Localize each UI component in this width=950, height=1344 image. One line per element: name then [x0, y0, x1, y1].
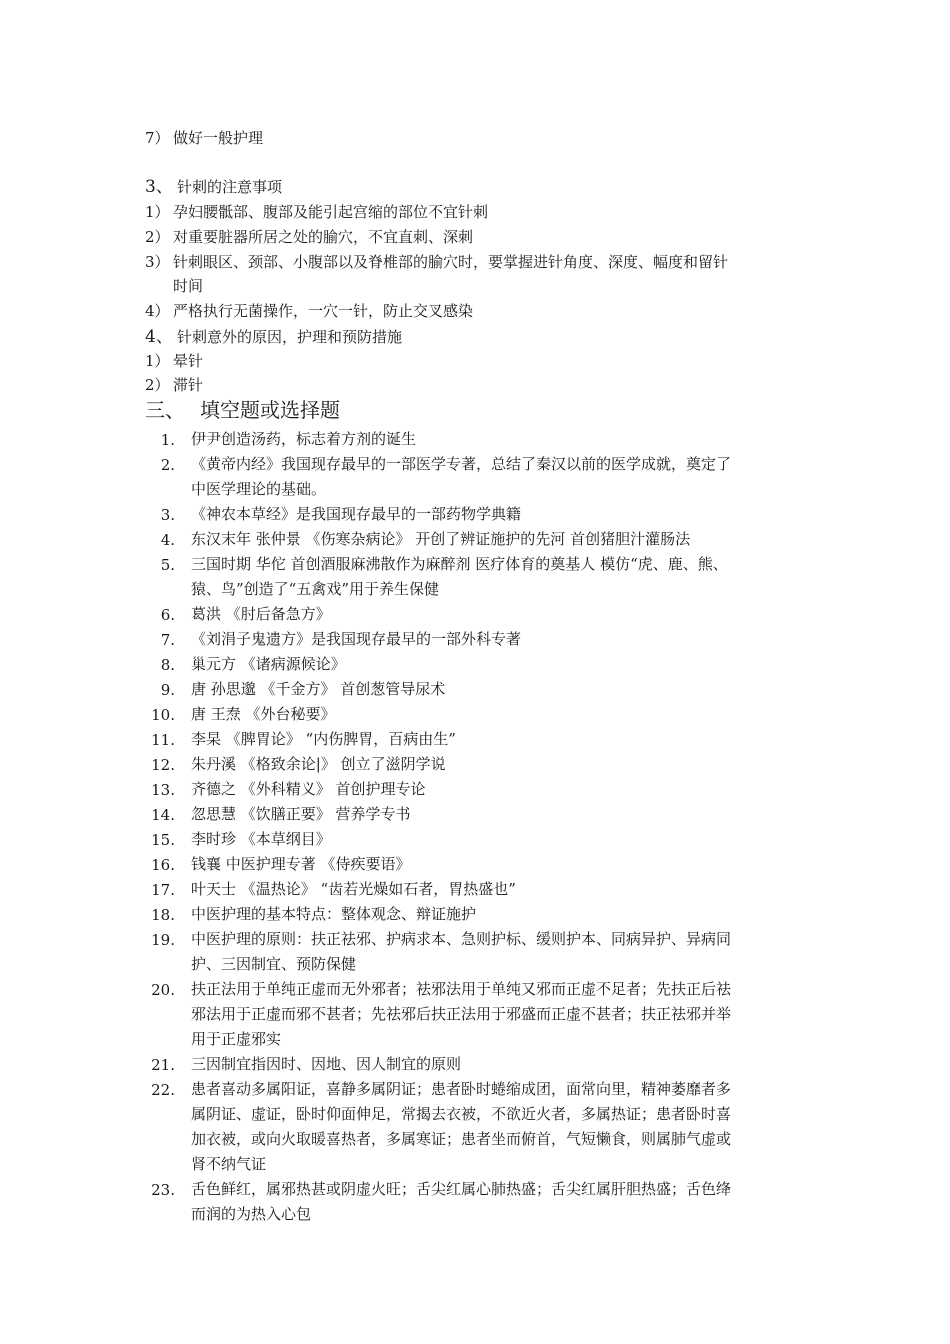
list-item-continuation: 属阴证、虚证，卧时仰面伸足，常揭去衣被，不欲近火者，多属热证；患者卧时喜 — [191, 1105, 732, 1123]
list-item-continuation: 猿、鸟”创造了“五禽戏”用于养生保健 — [191, 580, 440, 598]
list-item-text: 东汉末年 张仲景 《伤寒杂病论》 开创了辨证施护的先河 首创猪胆汁灌肠法 — [191, 530, 691, 548]
list-item-number: 17. — [151, 881, 175, 899]
list-item-continuation: 中医学理论的基础。 — [191, 480, 327, 498]
list-item-number: 23. — [151, 1181, 175, 1199]
list-item-number: 12. — [151, 756, 175, 774]
section-number: 3、 — [145, 177, 173, 197]
list-item-text: 三因制宜指因时、因地、因人制宜的原则 — [191, 1055, 462, 1073]
list-item-number: 16. — [151, 856, 175, 874]
list-item-number: 6. — [160, 606, 175, 624]
section-title: 针刺的注意事项 — [177, 178, 283, 196]
list-item-number: 15. — [151, 831, 175, 849]
list-item-continuation: 肾不纳气证 — [191, 1155, 267, 1173]
list-item-text: 齐德之 《外科精义》 首创护理专论 — [191, 780, 426, 798]
list-item — [145, 252, 728, 272]
list-item-number: 3. — [160, 506, 175, 524]
list-item-text: 唐 孙思邈 《千金方》 首创葱管导尿术 — [191, 680, 446, 698]
list-item-text: 唐 王焘 《外台秘要》 — [191, 705, 336, 723]
list-item-text: 朱丹溪 《格致余论|》 创立了滋阴学说 — [191, 755, 446, 773]
list-item — [145, 227, 473, 247]
item-number: 2） — [145, 376, 170, 394]
list-item-text: 中医护理的基本特点：整体观念、辩证施护 — [191, 905, 477, 923]
list-item-text: 三国时期 华佗 首创酒服麻沸散作为麻醉剂 医疗体育的奠基人 模仿“虎、鹿、熊、 — [191, 555, 728, 573]
list-item-number: 19. — [151, 931, 175, 949]
list-item — [145, 301, 473, 321]
list-item-continuation: 加衣被，或向火取暖喜热者，多属寒证；患者坐而俯首，气短懒食，则属肺气虚或 — [191, 1130, 732, 1148]
list-item-number: 13. — [151, 781, 175, 799]
part-title: 填空题或选择题 — [200, 398, 340, 422]
list-item-number: 9. — [160, 681, 175, 699]
list-item — [145, 202, 488, 222]
list-item-number: 21. — [151, 1056, 175, 1074]
item-number: 2） — [145, 228, 170, 246]
list-item — [145, 128, 263, 148]
list-item-text: 李杲 《脾胃论》 “内伤脾胃，百病由生” — [191, 730, 456, 748]
list-item-text: 《神农本草经》是我国现存最早的一部药物学典籍 — [191, 505, 522, 523]
item-text: 滞针 — [173, 376, 204, 394]
section-heading — [145, 327, 402, 347]
part-number: 三、 — [145, 398, 185, 422]
section-heading — [145, 177, 282, 197]
list-item-text: 患者喜动多属阳证，喜静多属阴证；患者卧时蜷缩成团，面常向里，精神萎靡者多 — [191, 1080, 732, 1098]
list-item-number: 10. — [151, 706, 175, 724]
item-text: 严格执行无菌操作，一穴一针，防止交叉感染 — [173, 302, 474, 320]
item-number: 3） — [145, 253, 170, 271]
item-text: 针刺眼区、颈部、小腹部以及脊椎部的腧穴时，要掌握进针角度、深度、幅度和留针 — [173, 253, 729, 271]
list-item-text: 中医护理的原则：扶正祛邪、护病求本、急则护标、缓则护本、同病异护、异病同 — [191, 930, 732, 948]
list-item-number: 14. — [151, 806, 175, 824]
list-item-number: 7. — [160, 631, 175, 649]
item-text: 孕妇腰骶部、腹部及能引起宫缩的部位不宜针刺 — [173, 203, 489, 221]
list-item-number: 1. — [160, 431, 175, 449]
item-number: 4） — [145, 302, 170, 320]
list-item — [145, 351, 203, 371]
list-item-text: 叶天士 《温热论》 “齿若光燥如石者，胃热盛也” — [191, 880, 516, 898]
list-item-number: 2. — [160, 456, 175, 474]
list-item-number: 22. — [151, 1081, 175, 1099]
list-item-text: 伊尹创造汤药，标志着方剂的诞生 — [191, 430, 417, 448]
list-item-continuation: 用于正虚邪实 — [191, 1030, 282, 1048]
list-item-text: 舌色鲜红，属邪热甚或阴虚火旺；舌尖红属心肺热盛；舌尖红属肝胆热盛；舌色绛 — [191, 1180, 732, 1198]
list-item-number: 20. — [151, 981, 175, 999]
list-item-number: 18. — [151, 906, 175, 924]
list-item-number: 4. — [160, 531, 175, 549]
list-item-text: 《刘涓子鬼遗方》是我国现存最早的一部外科专著 — [191, 630, 522, 648]
list-item-text: 扶正法用于单纯正虚而无外邪者；祛邪法用于单纯又邪而正虚不足者；先扶正后祛 — [191, 980, 732, 998]
item-text: 做好一般护理 — [173, 129, 264, 147]
list-item-text: 忽思慧 《饮膳正要》 营养学专书 — [191, 805, 411, 823]
item-text: 对重要脏器所居之处的腧穴，不宜直刺、深刺 — [173, 228, 474, 246]
list-item-text: 钱襄 中医护理专著 《侍疾要语》 — [191, 855, 411, 873]
list-item-continuation: 护、三因制宜、预防保健 — [191, 955, 357, 973]
list-item-continuation: 邪法用于正虚而邪不甚者；先祛邪后扶正法用于邪盛而正虚不甚者；扶正祛邪并举 — [191, 1005, 732, 1023]
item-number: 7） — [145, 129, 170, 147]
part-heading — [145, 398, 340, 422]
item-text: 晕针 — [173, 352, 204, 370]
list-item-number: 11. — [151, 731, 175, 749]
list-item-text: 葛洪 《肘后备急方》 — [191, 605, 331, 623]
list-item — [145, 375, 203, 395]
list-item-text: 李时珍 《本草纲目》 — [191, 830, 331, 848]
item-number: 1） — [145, 352, 170, 370]
section-number: 4、 — [145, 327, 173, 347]
list-item-number: 8. — [160, 656, 175, 674]
list-item-text: 巢元方 《诸病源候论》 — [191, 655, 346, 673]
list-item-text: 《黄帝内经》我国现存最早的一部医学专著，总结了秦汉以前的医学成就，奠定了 — [191, 455, 732, 473]
list-item-number: 5. — [160, 556, 175, 574]
list-item-continuation: 而润的为热入心包 — [191, 1205, 312, 1223]
item-continuation: 时间 — [173, 277, 204, 295]
section-title: 针刺意外的原因，护理和预防措施 — [177, 328, 403, 346]
item-number: 1） — [145, 203, 170, 221]
